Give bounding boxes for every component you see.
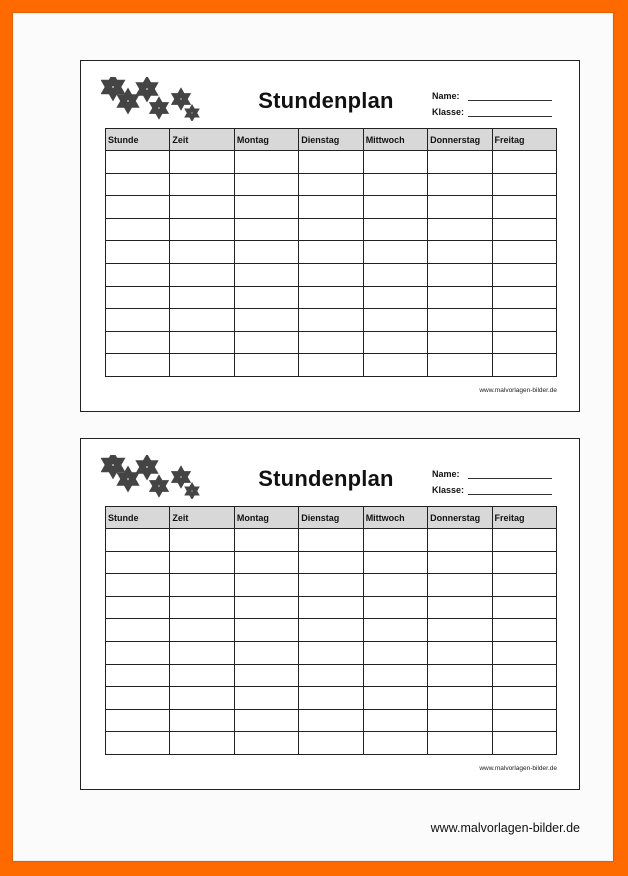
- table-cell[interactable]: [363, 574, 427, 597]
- table-cell[interactable]: [170, 218, 234, 241]
- table-cell[interactable]: [234, 709, 298, 732]
- table-cell[interactable]: [428, 263, 492, 286]
- column-header: Mittwoch: [363, 129, 427, 151]
- table-cell[interactable]: [106, 551, 170, 574]
- table-cell[interactable]: [170, 709, 234, 732]
- table-cell[interactable]: [106, 263, 170, 286]
- table-cell[interactable]: [363, 687, 427, 710]
- table-cell[interactable]: [170, 263, 234, 286]
- table-cell[interactable]: [106, 596, 170, 619]
- column-header: Montag: [234, 129, 298, 151]
- table-cell[interactable]: [299, 196, 363, 219]
- table-header-row: [106, 507, 557, 529]
- table-cell[interactable]: [234, 687, 298, 710]
- table-cell[interactable]: [492, 551, 556, 574]
- table-cell[interactable]: [234, 619, 298, 642]
- column-header: Zeit: [170, 507, 234, 529]
- table-cell[interactable]: [234, 241, 298, 264]
- name-label: Name:: [432, 91, 460, 101]
- table-cell[interactable]: [363, 286, 427, 309]
- table-cell[interactable]: [170, 173, 234, 196]
- table-cell[interactable]: [428, 732, 492, 755]
- table-cell[interactable]: [170, 641, 234, 664]
- table-cell[interactable]: [234, 529, 298, 552]
- table-cell[interactable]: [428, 596, 492, 619]
- table-row: [106, 263, 557, 286]
- table-cell[interactable]: [106, 687, 170, 710]
- table-row: [106, 619, 557, 642]
- table-cell[interactable]: [363, 664, 427, 687]
- name-field[interactable]: [432, 91, 460, 101]
- table-cell[interactable]: [363, 263, 427, 286]
- table-cell[interactable]: [299, 709, 363, 732]
- star-icon: [141, 460, 154, 475]
- column-header: Montag: [234, 507, 298, 529]
- table-cell[interactable]: [492, 309, 556, 332]
- star-icon: [122, 472, 135, 487]
- table-cell[interactable]: [234, 151, 298, 174]
- table-cell[interactable]: [492, 286, 556, 309]
- star-icon: [188, 486, 197, 496]
- table-cell[interactable]: [170, 687, 234, 710]
- table-row: [106, 218, 557, 241]
- table-cell[interactable]: [428, 529, 492, 552]
- table-cell[interactable]: [492, 619, 556, 642]
- table-cell[interactable]: [106, 331, 170, 354]
- table-cell[interactable]: [234, 641, 298, 664]
- table-cell[interactable]: [170, 151, 234, 174]
- star-icon: [122, 94, 135, 109]
- table-cell[interactable]: [428, 173, 492, 196]
- table-cell[interactable]: [234, 263, 298, 286]
- table-cell[interactable]: [428, 151, 492, 174]
- table-cell[interactable]: [234, 309, 298, 332]
- table-row: [106, 709, 557, 732]
- table-cell[interactable]: [234, 732, 298, 755]
- table-cell[interactable]: [363, 619, 427, 642]
- table-cell[interactable]: [428, 309, 492, 332]
- table-cell[interactable]: [299, 173, 363, 196]
- table-cell[interactable]: [299, 619, 363, 642]
- stars-decoration: [101, 77, 201, 121]
- table-cell[interactable]: [428, 641, 492, 664]
- class-line[interactable]: [468, 494, 552, 495]
- table-cell[interactable]: [363, 641, 427, 664]
- table-cell[interactable]: [428, 687, 492, 710]
- table-cell[interactable]: [492, 687, 556, 710]
- table-cell[interactable]: [106, 218, 170, 241]
- table-cell[interactable]: [299, 218, 363, 241]
- table-cell[interactable]: [234, 331, 298, 354]
- table-cell[interactable]: [492, 354, 556, 377]
- timetable-sheet-2: [80, 438, 580, 790]
- column-header: Donnerstag: [428, 507, 492, 529]
- table-cell[interactable]: [299, 241, 363, 264]
- table-row: [106, 354, 557, 377]
- table-cell[interactable]: [363, 354, 427, 377]
- table-row: [106, 173, 557, 196]
- table-cell[interactable]: [299, 263, 363, 286]
- table-cell[interactable]: [106, 664, 170, 687]
- star-icon: [153, 480, 164, 493]
- table-cell[interactable]: [170, 732, 234, 755]
- table-cell[interactable]: [492, 263, 556, 286]
- column-header: Freitag: [492, 507, 556, 529]
- table-cell[interactable]: [363, 218, 427, 241]
- table-cell[interactable]: [428, 619, 492, 642]
- table-cell[interactable]: [106, 529, 170, 552]
- column-header: Mittwoch: [363, 507, 427, 529]
- table-cell[interactable]: [428, 196, 492, 219]
- table-cell[interactable]: [170, 196, 234, 219]
- class-label: Klasse:: [432, 485, 465, 495]
- page: [14, 14, 612, 860]
- table-cell[interactable]: [106, 709, 170, 732]
- table-cell[interactable]: [363, 309, 427, 332]
- column-header: Donnerstag: [428, 129, 492, 151]
- class-label: Klasse:: [432, 107, 465, 117]
- table-cell[interactable]: [363, 732, 427, 755]
- table-cell[interactable]: [106, 286, 170, 309]
- table-cell[interactable]: [234, 354, 298, 377]
- table-cell[interactable]: [106, 619, 170, 642]
- table-row: [106, 732, 557, 755]
- table-row: [106, 574, 557, 597]
- table-cell[interactable]: [170, 309, 234, 332]
- table-cell[interactable]: [363, 551, 427, 574]
- footer-url: www.malvorlagen-bilder.de: [430, 821, 580, 835]
- star-icon: [175, 471, 186, 484]
- star-icon: [106, 457, 120, 473]
- table-row: [106, 529, 557, 552]
- table-cell[interactable]: [299, 732, 363, 755]
- table-cell[interactable]: [170, 551, 234, 574]
- table-row: [106, 687, 557, 710]
- table-cell[interactable]: [299, 664, 363, 687]
- table-row: [106, 151, 557, 174]
- table-cell[interactable]: [106, 309, 170, 332]
- page-title: Stundenplan: [258, 466, 394, 491]
- table-cell[interactable]: [428, 354, 492, 377]
- table-cell[interactable]: [299, 354, 363, 377]
- table-cell[interactable]: [363, 241, 427, 264]
- table-cell[interactable]: [299, 529, 363, 552]
- table-cell[interactable]: [363, 151, 427, 174]
- table-cell[interactable]: [299, 286, 363, 309]
- table-cell[interactable]: [299, 331, 363, 354]
- table-cell[interactable]: [492, 709, 556, 732]
- timetable-body: [106, 151, 557, 377]
- table-cell[interactable]: [106, 732, 170, 755]
- table-cell[interactable]: [106, 173, 170, 196]
- class-line[interactable]: [468, 116, 552, 117]
- table-header-row: [106, 129, 557, 151]
- table-cell[interactable]: [428, 664, 492, 687]
- table-cell[interactable]: [428, 551, 492, 574]
- table-cell[interactable]: [299, 151, 363, 174]
- name-field[interactable]: [432, 469, 460, 479]
- table-cell[interactable]: [428, 218, 492, 241]
- table-cell[interactable]: [492, 574, 556, 597]
- table-cell[interactable]: [428, 331, 492, 354]
- table-cell[interactable]: [234, 173, 298, 196]
- table-cell[interactable]: [492, 641, 556, 664]
- table-cell[interactable]: [234, 196, 298, 219]
- timetable-body: [106, 529, 557, 755]
- timetable: [105, 128, 557, 377]
- table-cell[interactable]: [428, 286, 492, 309]
- table-row: [106, 331, 557, 354]
- table-cell[interactable]: [428, 709, 492, 732]
- table-cell[interactable]: [299, 687, 363, 710]
- table-cell[interactable]: [492, 173, 556, 196]
- table-cell[interactable]: [299, 641, 363, 664]
- table-cell[interactable]: [234, 218, 298, 241]
- table-cell[interactable]: [492, 241, 556, 264]
- table-cell[interactable]: [106, 151, 170, 174]
- name-line[interactable]: [468, 100, 552, 101]
- name-label: Name:: [432, 469, 460, 479]
- table-cell[interactable]: [492, 331, 556, 354]
- table-cell[interactable]: [106, 196, 170, 219]
- table-cell[interactable]: [234, 574, 298, 597]
- column-header: Dienstag: [299, 507, 363, 529]
- table-cell[interactable]: [492, 732, 556, 755]
- credit-text: www.malvorlagen-bilder.de: [479, 765, 557, 772]
- column-header: Zeit: [170, 129, 234, 151]
- class-field[interactable]: [432, 485, 464, 495]
- column-header: Dienstag: [299, 129, 363, 151]
- table-cell[interactable]: [363, 596, 427, 619]
- star-icon: [188, 108, 197, 118]
- table-row: [106, 309, 557, 332]
- table-row: [106, 241, 557, 264]
- timetable: [105, 506, 557, 755]
- table-cell[interactable]: [492, 196, 556, 219]
- star-icon: [153, 102, 164, 115]
- table-cell[interactable]: [106, 574, 170, 597]
- table-cell[interactable]: [299, 596, 363, 619]
- table-cell[interactable]: [492, 664, 556, 687]
- stars-decoration: [101, 455, 201, 499]
- credit-text: www.malvorlagen-bilder.de: [479, 387, 557, 394]
- table-cell[interactable]: [170, 664, 234, 687]
- star-icon: [106, 79, 120, 95]
- table-cell[interactable]: [170, 619, 234, 642]
- table-cell[interactable]: [363, 173, 427, 196]
- table-cell[interactable]: [363, 331, 427, 354]
- table-cell[interactable]: [170, 331, 234, 354]
- table-cell[interactable]: [170, 354, 234, 377]
- table-row: [106, 664, 557, 687]
- table-cell[interactable]: [492, 596, 556, 619]
- table-cell[interactable]: [170, 529, 234, 552]
- table-cell[interactable]: [363, 709, 427, 732]
- table-cell[interactable]: [492, 151, 556, 174]
- table-cell[interactable]: [363, 196, 427, 219]
- table-cell[interactable]: [492, 218, 556, 241]
- table-row: [106, 641, 557, 664]
- table-cell[interactable]: [299, 551, 363, 574]
- table-cell[interactable]: [170, 241, 234, 264]
- table-cell[interactable]: [492, 529, 556, 552]
- table-cell[interactable]: [299, 574, 363, 597]
- table-cell[interactable]: [234, 551, 298, 574]
- column-header: Stunde: [106, 129, 170, 151]
- table-cell[interactable]: [106, 241, 170, 264]
- table-row: [106, 196, 557, 219]
- table-cell[interactable]: [363, 529, 427, 552]
- table-row: [106, 551, 557, 574]
- table-cell[interactable]: [170, 574, 234, 597]
- page-title: Stundenplan: [258, 88, 394, 113]
- table-cell[interactable]: [428, 241, 492, 264]
- table-row: [106, 286, 557, 309]
- column-header: Freitag: [492, 129, 556, 151]
- table-cell[interactable]: [106, 641, 170, 664]
- star-icon: [141, 82, 154, 97]
- table-cell[interactable]: [170, 286, 234, 309]
- table-cell[interactable]: [428, 574, 492, 597]
- table-cell[interactable]: [299, 309, 363, 332]
- table-cell[interactable]: [234, 286, 298, 309]
- table-cell[interactable]: [234, 664, 298, 687]
- timetable-sheet-1: [80, 60, 580, 412]
- star-icon: [175, 93, 186, 106]
- table-cell[interactable]: [234, 596, 298, 619]
- table-cell[interactable]: [170, 596, 234, 619]
- table-cell[interactable]: [106, 354, 170, 377]
- table-row: [106, 596, 557, 619]
- class-field[interactable]: [432, 107, 464, 117]
- name-line[interactable]: [468, 478, 552, 479]
- column-header: Stunde: [106, 507, 170, 529]
